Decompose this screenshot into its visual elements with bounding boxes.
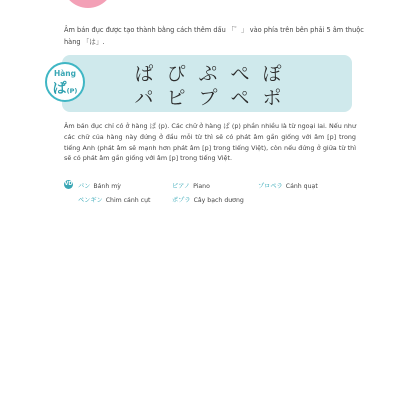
hiragana-po: ぽ — [262, 63, 282, 85]
vocab-vi: Bánh mỳ — [93, 183, 121, 190]
explanation-paragraph: Âm bán đục chỉ có ở hàng ぱ (p). Các chữ ở hàng ぱ (p) phần nhiều là từ ngoại lai. Nếu như các chữ của hàng này đứng ở đầu mỗi từ thì sẽ có phát âm gần giống với âm [p] trong tiếng Anh (phát âm sẽ mạnh hơn phát âm [p] trong tiếng Việt), còn nếu đứng ở giữa từ thì sẽ có phát âm gần giống với âm [p] trong tiếng Việt. — [64, 122, 356, 163]
vocab-jp: プロペラ — [258, 183, 283, 190]
intro-text: Âm bán đục được tạo thành bằng cách thêm dấu 「゜」 vào phía trên bên phải 5 âm thuộc hàng 「は」. — [64, 26, 364, 46]
vocab-vi: Piano — [193, 183, 210, 190]
vocab-jp: ポプラ — [172, 197, 191, 204]
vocab-vi: Chim cánh cụt — [105, 197, 151, 204]
hiragana-pe: ぺ — [230, 63, 250, 85]
katakana-pa: パ — [134, 87, 154, 109]
vocab-item — [258, 181, 318, 190]
vocab-item — [172, 195, 244, 204]
vocab-vi: Cánh quạt — [285, 183, 318, 190]
katakana-po: ポ — [262, 87, 282, 109]
katakana-pe: ペ — [230, 87, 250, 109]
hiragana-row — [128, 59, 288, 86]
vocab-item — [172, 181, 210, 190]
row-badge — [45, 62, 85, 102]
vocab-item — [78, 181, 121, 190]
katakana-pu: プ — [198, 87, 218, 109]
badge-title: Hàng — [53, 69, 77, 78]
hiragana-pi: ぴ — [166, 63, 186, 85]
badge-romaji: (P) — [66, 87, 78, 95]
vocab-jp: パン — [78, 183, 91, 190]
vocab-item — [78, 195, 150, 204]
corner-decoration — [62, 0, 114, 8]
hiragana-pu: ぷ — [198, 63, 218, 85]
vocab-jp: ピアノ — [172, 183, 191, 190]
badge-kana: ぱ — [52, 81, 67, 97]
vocab-jp: ペンギン — [78, 197, 103, 204]
katakana-row — [128, 83, 288, 110]
hiragana-pa: ぱ — [134, 63, 154, 85]
katakana-pi: ピ — [166, 87, 186, 109]
example-icon: VD — [64, 181, 73, 187]
vocab-vi: Cây bạch dương — [193, 197, 244, 204]
